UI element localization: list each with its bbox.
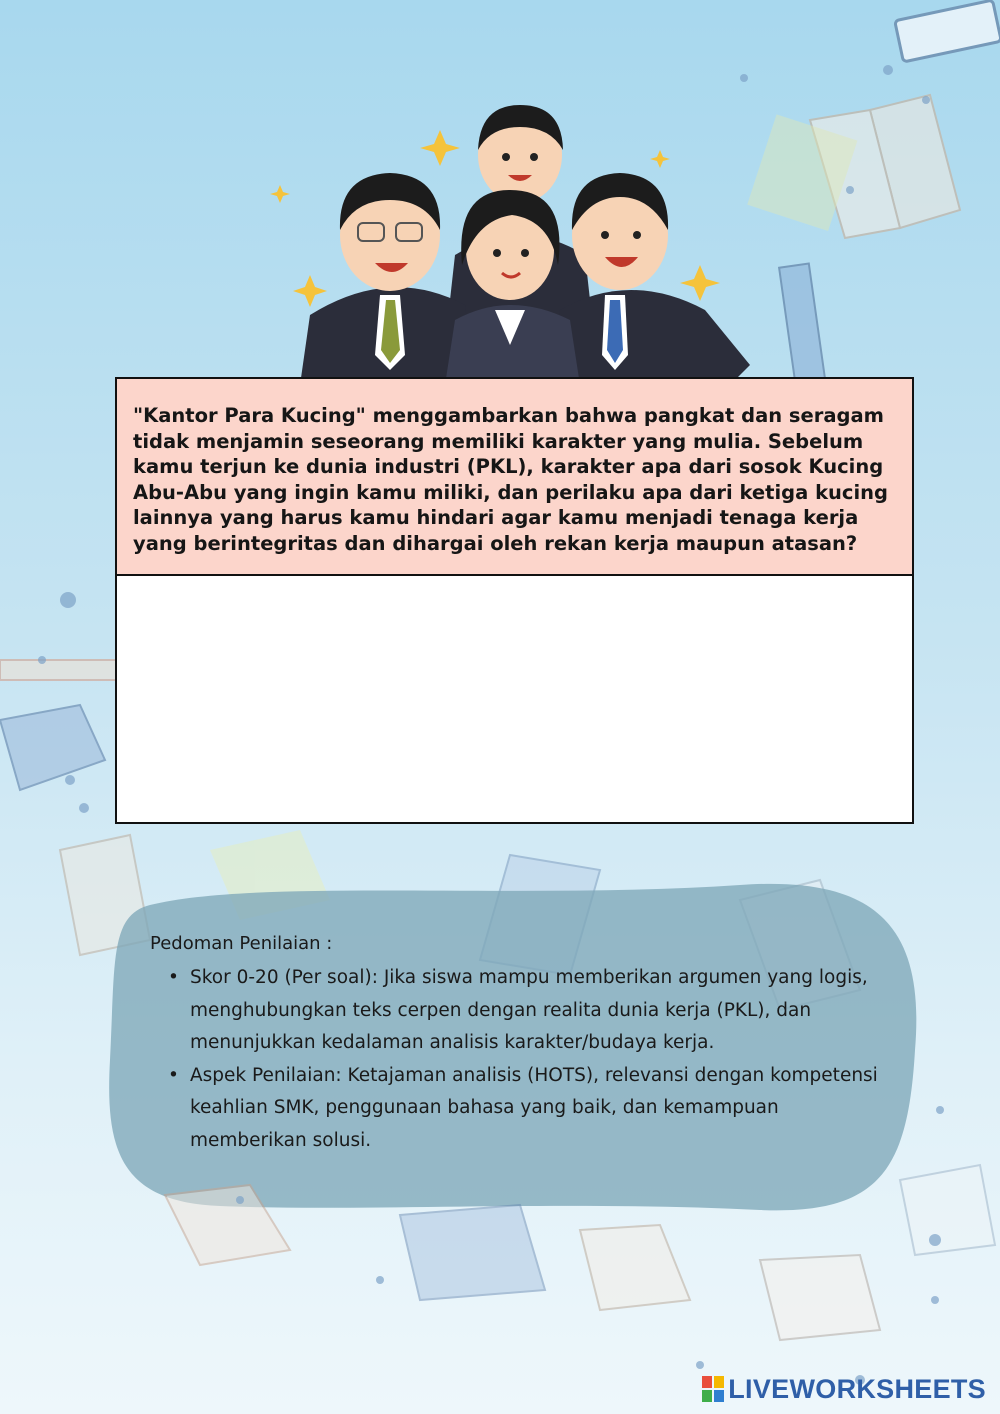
brand-text: LIVEWORKSHEETS (728, 1373, 986, 1404)
guide-item (150, 962, 890, 1060)
worker-left-glasses (300, 173, 475, 385)
question-card (115, 377, 914, 824)
book-icon (895, 0, 1000, 62)
question-text: "Kantor Para Kucing" menggambarkan bahwa pangkat dan seragam tidak menjamin seseorang memiliki karakter yang mulia. Sebelum kamu terjun ke dunia industri (PKL), karakter apa dari sosok Kucing Abu-Abu yang ingin kamu miliki, dan perilaku apa dari ketiga kucing lainnya yang harus kamu hindari agar kamu menjadi tenaga kerja yang berintegritas dan dihargai oleh rekan kerja maupun atasan? (133, 404, 889, 555)
guide-title: Pedoman Penilaian : (150, 933, 333, 954)
liveworksheets-logo-icon (702, 1376, 724, 1402)
question-box (117, 379, 912, 576)
office-workers-illustration (250, 95, 770, 385)
bullet-icon: • (168, 967, 179, 988)
book-icon (0, 705, 105, 790)
liveworksheets-brand[interactable] (702, 1372, 986, 1406)
answer-textbox[interactable] (117, 576, 912, 822)
bullet-icon: • (168, 1064, 179, 1086)
book-icon (0, 660, 120, 680)
guide-item-text: Aspek Penilaian: Ketajaman analisis (HOTS), relevansi dengan kompetensi keahlian SMK, penggunaan bahasa yang baik, dan kemampuan memberikan solusi. (190, 1064, 878, 1151)
guide-list (150, 962, 890, 1157)
assessment-guide (150, 930, 890, 1157)
guide-item (150, 1060, 890, 1158)
guide-item-text: Skor 0-20 (Per soal): Jika siswa mampu memberikan argumen yang logis, menghubungkan teks cerpen dengan realita dunia kerja (PKL), dan menunjukkan kedalaman analisis karakter/budaya kerja. (190, 967, 868, 1053)
